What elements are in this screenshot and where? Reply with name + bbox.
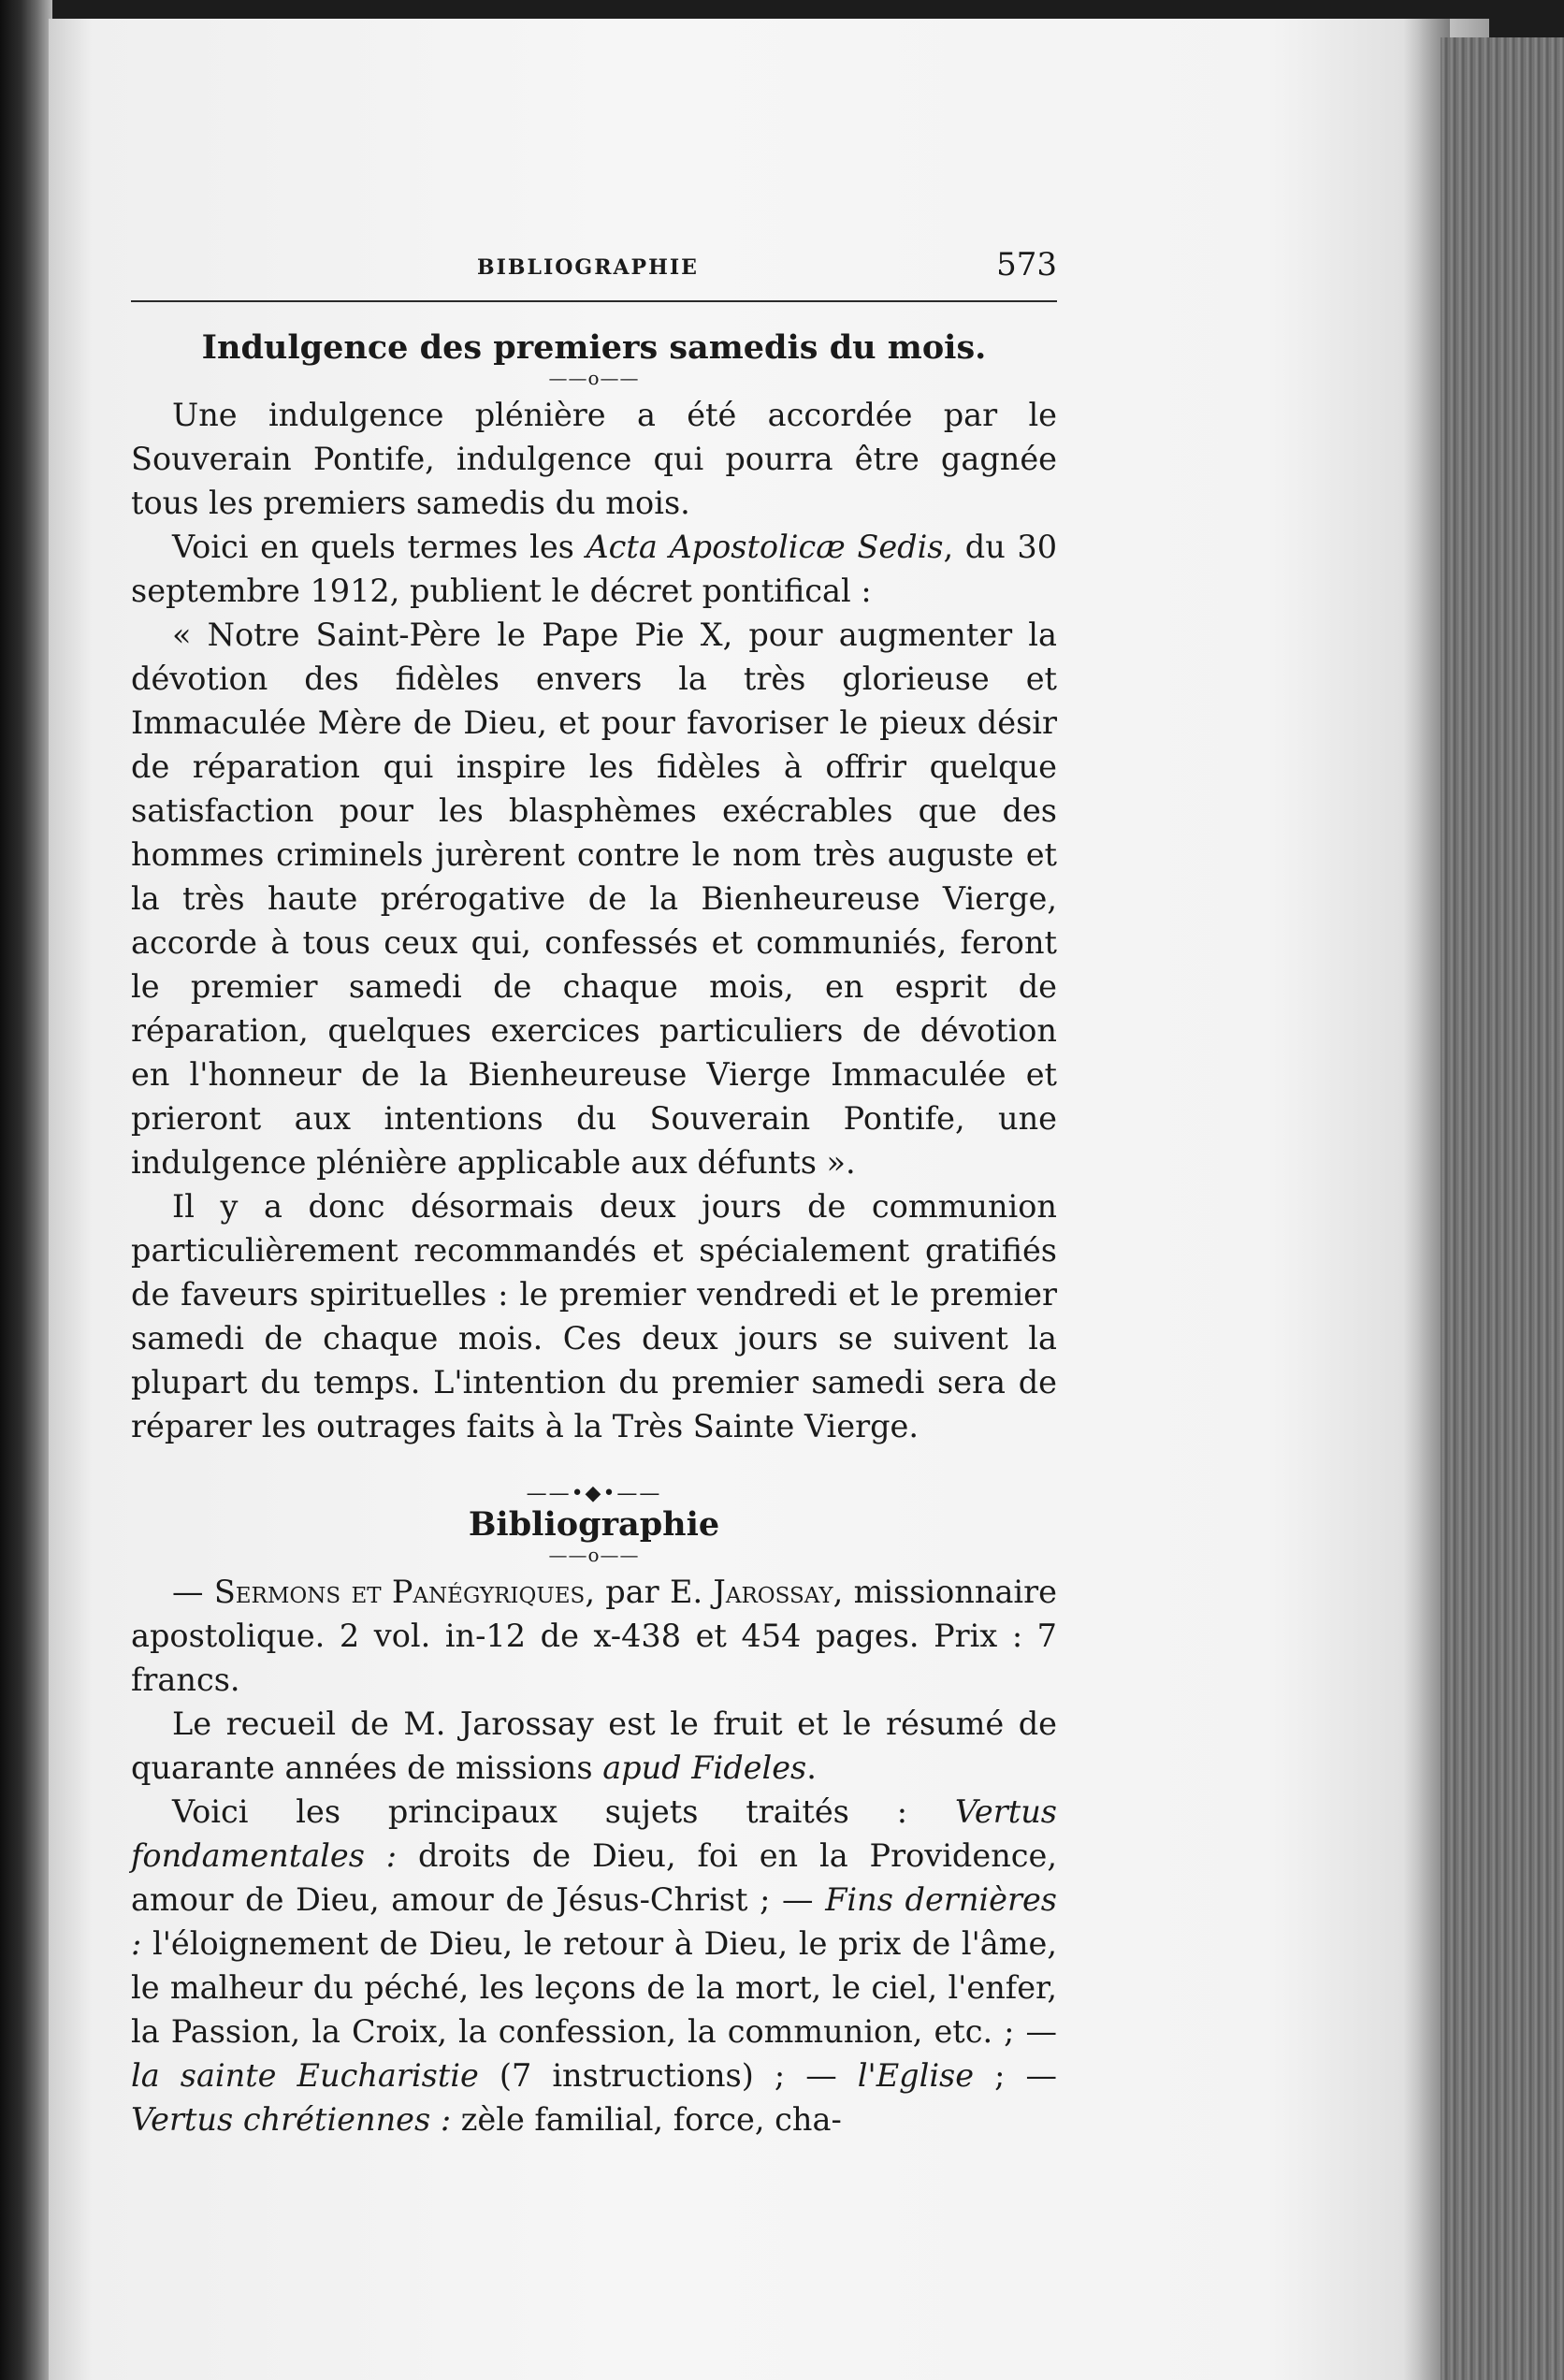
paragraph-conclusion: Il y a donc désormais deux jours de communion particulièrement recommandés et spécialement gratifiés de faveurs spirituelles : le premier vendredi et le premier samedi de chaque mois. Ces deux jours se suivent la plupart du temps. L'intention du premier samedi sera de réparer les outrages faits à la Très Sainte Vierge. (131, 1188, 1057, 1444)
bibliography-entry: — Sermons et Panégyriques, par E. Jarossay, missionnaire apostolique. 2 vol. in-12 de x-438 et 454 pages. Prix : 7 francs. (131, 1574, 1057, 1698)
running-head (131, 239, 1057, 295)
running-title: BIBLIOGRAPHIE (477, 255, 699, 280)
header-rule (131, 300, 1057, 302)
title-ornament: ——o—— (548, 367, 640, 389)
paragraph-sujets: Voici les principaux sujets traités : Vertus fondamentales : droits de Dieu, foi en la Providence, amour de Dieu, amour de Jésus-Christ ; — Fins dernières : l'éloignement de Dieu, le retour à Dieu, le prix de l'âme, le malheur du péché, les leçons de la mort, le ciel, l'enfer, la Passion, la Croix, la confession, la communion, etc. ; — la sainte Eucharistie (7 instructions) ; — l'Eglise ; — Vertus chrétiennes : zèle familial, force, cha- (131, 1793, 1058, 2138)
scan-left-edge (0, 0, 52, 2380)
page-content (131, 239, 1057, 2141)
section-title-bibliographie: Bibliographie (468, 1505, 720, 1544)
paragraph-recueil: Le recueil de M. Jarossay est le fruit et le résumé de quarante années de missions apud Fideles. (131, 1705, 1057, 1786)
section-divider: ——•◆•—— (526, 1482, 662, 1505)
book-edge (1441, 37, 1564, 2380)
title-ornament-2: ——o—— (548, 1544, 640, 1566)
page-number: 573 (996, 246, 1057, 283)
paragraph-acta: Voici en quels termes les Acta Apostolicæ Sedis, du 30 septembre 1912, publient le décret pontifical : (131, 529, 1058, 609)
paragraph-intro: Une indulgence plénière a été accordée par le Souverain Pontife, indulgence qui pourra être gagnée tous les premiers samedis du mois. (131, 397, 1057, 521)
section-title-indulgence: Indulgence des premiers samedis du mois. (201, 328, 987, 367)
paragraph-decree-quote: « Notre Saint-Père le Pape Pie X, pour augmenter la dévotion des fidèles envers la très glorieuse et Immaculée Mère de Dieu, et pour favoriser le pieux désir de réparation qui inspire les fidèles à offrir quelque satisfaction pour les blasphèmes exécrables que des hommes criminels jurèrent contre le nom très auguste et la très haute prérogative de la Bienheureuse Vierge, accorde à tous ceux qui, confessés et communiés, feront le premier samedi de chaque mois, en esprit de réparation, quelques exercices particuliers de dévotion en l'honneur de la Bienheureuse Vierge Immaculée et prieront aux intentions du Souverain Pontife, une indulgence plénière applicable aux défunts ». (131, 617, 1057, 1181)
